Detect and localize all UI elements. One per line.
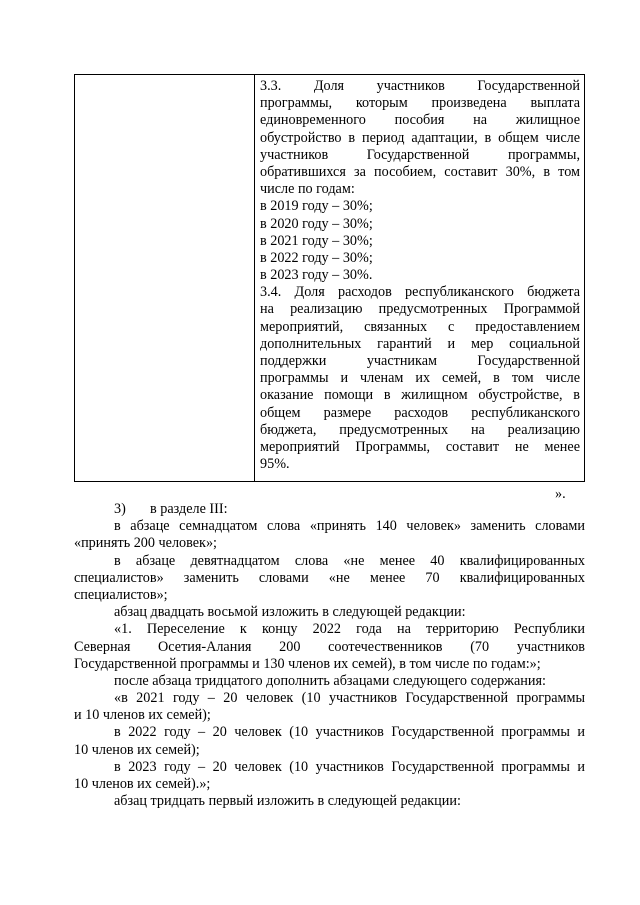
- paragraph-line: и 10 членов их семей);: [74, 707, 211, 724]
- paragraph-line: 10 членов их семей);: [74, 741, 200, 758]
- section-heading: [74, 501, 585, 518]
- paragraph-line: «1. Переселение к концу 2022 года на территорию Республики: [114, 621, 585, 638]
- table-cell-indicators: [255, 75, 585, 482]
- paragraph-line: в абзаце девятнадцатом слова «не менее 40 квалифицированных: [114, 552, 585, 569]
- indicator-3-4-line: 3.4. Доля расходов республиканского бюджета: [260, 284, 580, 301]
- indicator-3-4-line: мероприятий, связанных с предоставлением: [260, 318, 580, 335]
- indicator-3-4-line: оказание помощи в жилищном обустройстве, в: [260, 387, 580, 404]
- section-number: 3): [114, 501, 126, 517]
- table-cell-empty: [75, 75, 255, 482]
- indicator-3-3-line: 3.3. Доля участников Государственной: [260, 78, 580, 94]
- indicator-3-3-line: числе по годам:: [260, 181, 355, 198]
- year-value-2022: в 2022 году – 30%;: [260, 249, 373, 266]
- indicator-3-3-line: обустройство в период адаптации, в общем числе: [260, 129, 580, 146]
- paragraph-line: после абзаца тридцатого дополнить абзацами следующего содержания:: [114, 672, 546, 689]
- indicator-3-4-line: на реализацию предусмотренных Программой: [260, 301, 580, 318]
- indicator-3-4-line: программы и членам их семей, в том числе: [260, 370, 580, 387]
- paragraph-line: «принять 200 человек»;: [74, 535, 217, 552]
- indicator-3-4-line: общем размере расходов республиканского: [260, 404, 580, 421]
- indicator-3-3-line: обратившихся за пособием, составит 30%, в том: [260, 163, 580, 180]
- indicator-3-4-line: 95%.: [260, 456, 290, 473]
- paragraph-line: абзац тридцать первый изложить в следующей редакции:: [114, 793, 461, 810]
- indicators-table: [74, 74, 585, 482]
- year-value-2023: в 2023 году – 30%.: [260, 267, 373, 284]
- paragraph-line: «в 2021 году – 20 человек (10 участников Государственной программы: [114, 690, 585, 707]
- paragraph-line: Государственной программы и 130 членов их семей), в том числе по годам:»;: [74, 655, 541, 672]
- amendment-text: [74, 501, 585, 810]
- paragraph-line: специалистов» заменить словами «не менее 70 квалифицированных: [74, 569, 585, 586]
- paragraph-line: в 2023 году – 20 человек (10 участников Государственной программы и: [114, 758, 585, 775]
- indicator-3-4-line: мероприятий Программы, составит не менее: [260, 438, 580, 455]
- paragraph-line: 10 членов их семей).»;: [74, 776, 211, 792]
- year-value-2020: в 2020 году – 30%;: [260, 215, 373, 232]
- year-value-2021: в 2021 году – 30%;: [260, 232, 373, 249]
- year-value-2019: в 2019 году – 30%;: [260, 198, 373, 215]
- paragraph-line: специалистов»;: [74, 586, 168, 603]
- indicator-3-4-line: поддержки участникам Государственной: [260, 353, 580, 369]
- indicator-3-3-line: участников Государственной программы,: [260, 146, 580, 163]
- paragraph-line: в 2022 году – 20 человек (10 участников Государственной программы и: [114, 724, 585, 741]
- paragraph-line: Северная Осетия-Алания 200 соотечественников (70 участников: [74, 638, 585, 655]
- indicator-3-3-line: единовременного пособия на жилищное: [260, 112, 580, 129]
- paragraph-line: в абзаце семнадцатом слова «принять 140 человек» заменить словами: [114, 518, 585, 535]
- indicator-3-4-line: бюджета, предусмотренных на реализацию: [260, 421, 580, 438]
- paragraph-line: абзац двадцать восьмой изложить в следующей редакции:: [114, 604, 466, 621]
- section-title: в разделе III:: [150, 501, 228, 517]
- indicator-3-3-line: программы, которым произведена выплата: [260, 95, 580, 112]
- closing-quote: ».: [555, 486, 566, 502]
- indicator-3-4-line: дополнительных гарантий и мер социальной: [260, 335, 580, 352]
